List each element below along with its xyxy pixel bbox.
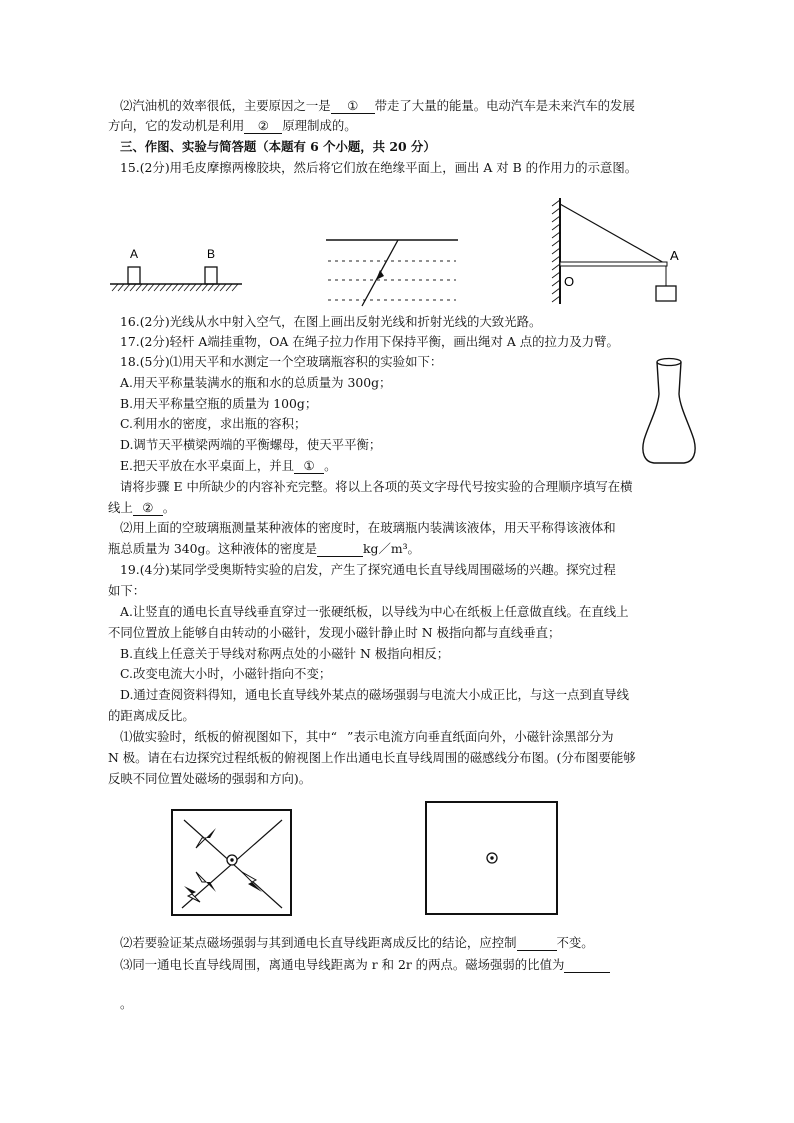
q17-text: 17.(2分)轻杆 A端挂重物，OA 在绳子拉力作用下保持平衡，画出绳对 A 点的拉力及力臂。 xyxy=(120,334,619,349)
q19-blank-ratio[interactable] xyxy=(564,958,610,973)
q17-label-o: O xyxy=(564,274,575,289)
q19-d-line-2: 的距离成反比。 xyxy=(108,708,195,723)
q18-ask-line-1: 请将步骤 E 中所缺少的内容补充完整。将以上各项的英文字母代号按实验的合理顺序填写在横 xyxy=(120,479,633,494)
q18-step-a: A.用天平称量装满水的瓶和水的总质量为 300g； xyxy=(120,375,392,390)
q16-ray-arrow xyxy=(376,270,384,280)
q18-blank-1[interactable]: ① xyxy=(294,459,324,474)
q18-step-b: B.用天平称量空瓶的质量为 100g； xyxy=(120,396,318,411)
q19-p3: ⑶同一通电长直导线周围，离通电导线距离为 r 和 2r 的两点。磁场强弱的比值为 xyxy=(120,957,610,973)
q15-hatching xyxy=(112,284,238,291)
q16-text: 16.(2分)光线从水中射入空气，在图上画出反射光线和折射光线的大致光路。 xyxy=(120,314,542,329)
q18-part2-line-2: 瓶总质量为 340g。这种液体的密度是 kg／m³。 xyxy=(108,541,420,556)
q15-figure xyxy=(108,240,248,300)
q18-part2-line-1: ⑵用上面的空玻璃瓶测量某种液体的密度时，在玻璃瓶内装满该液体，用天平称得该液体和 xyxy=(120,520,616,535)
q18-flask-mouth xyxy=(657,359,681,366)
q15-text: 15.(2分)用毛皮摩擦两橡胶块，然后将它们放在绝缘平面上，画出 A 对 B 的作用力的示意图。 xyxy=(120,160,638,175)
q18-step-c: C.利用水的密度，求出瓶的容积； xyxy=(120,416,307,431)
q15-label-a: A xyxy=(130,247,139,261)
q19-intro-line-2: 如下： xyxy=(108,583,146,598)
q19-d-line-1: D.通过查阅资料得知，通电长直导线外某点的磁场强弱与电流大小成正比，与这一点到直导线 xyxy=(120,687,630,702)
q19-p3-end: 。 xyxy=(120,996,133,1011)
q14-blank-2[interactable]: ② xyxy=(244,119,282,134)
q19-left-board xyxy=(170,808,294,918)
q19-a-line-1: A.让竖直的通电长直导线垂直穿过一张硬纸板，以导线为中心在纸板上任意做直线。在直线上 xyxy=(120,604,629,619)
q19-wire-left-dot xyxy=(230,858,233,861)
q19-a-line-2: 不同位置放上能够自由转动的小磁针，发现小磁针静止时 N 极指向都与直线垂直； xyxy=(108,625,561,640)
q18-flask xyxy=(640,356,700,468)
q19-wire-right-dot xyxy=(490,856,493,859)
q15-block-b xyxy=(205,267,217,284)
section3-heading: 三、作图、实验与简答题（本题有 6 个小题，共 20 分） xyxy=(120,139,436,154)
q15-label-b: B xyxy=(207,247,216,261)
q17-label-a: A xyxy=(670,248,679,263)
q17-figure xyxy=(540,196,690,308)
q19-p1-line-3: 反映不同位置处磁场的强弱和方向)。 xyxy=(108,771,312,786)
q17-weight xyxy=(656,286,676,301)
q19-blank-control[interactable] xyxy=(517,936,557,951)
q19-p1-line-1: ⑴做实验时，纸板的俯视图如下，其中“ ”表示电流方向垂直纸面向外，小磁针涂黑部分为 xyxy=(120,729,614,744)
q17-rope xyxy=(560,204,666,264)
q19-c: C.改变电流大小时，小磁针指向不变； xyxy=(120,666,332,681)
q19-intro-line-1: 19.(4分)某同学受奥斯特实验的启发，产生了探究通电长直导线周围磁场的兴趣。探究过程 xyxy=(120,562,616,577)
q18-ask-line-2: 线上 ② 。 xyxy=(108,500,176,515)
q18-flask-body xyxy=(643,362,695,463)
q15-block-a xyxy=(128,267,140,284)
q14-blank-1[interactable]: ① xyxy=(331,99,375,114)
q14-line-2: 方向，它的发动机是利用 ② 原理制成的。 xyxy=(108,118,357,133)
q18-intro: 18.(5分)⑴用天平和水测定一个空玻璃瓶容积的实验如下： xyxy=(120,354,443,369)
q18-step-e: E.把天平放在水平桌面上，并且 ① 。 xyxy=(120,458,337,473)
q14-line-1: ⑵汽油机的效率很低，主要原因之一是 ① 带走了大量的能量。电动汽车是未来汽车的发展 xyxy=(120,98,635,113)
q19-right-board xyxy=(424,800,560,918)
q16-figure xyxy=(322,228,462,310)
q17-lever-oa xyxy=(560,262,667,266)
q18-step-d: D.调节天平横梁两端的平衡螺母，使天平平衡； xyxy=(120,437,382,452)
q18-blank-2[interactable]: ② xyxy=(133,501,163,516)
q19-p2: ⑵若要验证某点磁场强弱与其到通电长直导线距离成反比的结论，应控制 不变。 xyxy=(120,935,594,950)
q18-density-blank[interactable] xyxy=(317,542,363,557)
q19-p1-line-2: N 极。请在右边探究过程纸板的俯视图上作出通电长直导线周围的磁感线分布图。(分布图要能够 xyxy=(108,750,636,765)
q17-wall-hatching xyxy=(552,200,560,302)
q19-b: B.直线上任意关于导线对称两点处的小磁针 N 极指向相反； xyxy=(120,646,450,661)
